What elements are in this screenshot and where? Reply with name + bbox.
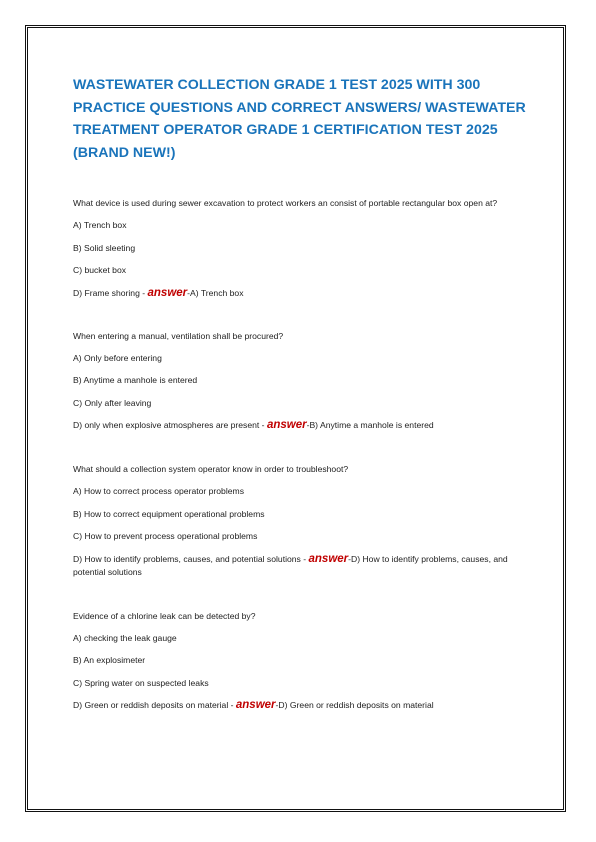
answer-text: D) How to identify problems, causes, and potential solutions <box>73 553 508 577</box>
option-d-with-answer <box>73 699 523 712</box>
answer-label: answer <box>308 552 349 565</box>
answer-text: B) Anytime a manhole is entered <box>309 420 434 430</box>
answer-text: A) Trench box <box>190 287 244 298</box>
option-a: A) Trench box <box>73 220 127 230</box>
option-d: D) only when explosive atmospheres are present <box>73 420 260 430</box>
answer-dash: - <box>187 287 191 298</box>
question-block-4 <box>73 610 523 713</box>
answer-separator: - <box>139 287 148 298</box>
option-d: D) Frame shoring <box>73 287 140 298</box>
question-text: What should a collection system operator know in order to troubleshoot? <box>73 464 349 474</box>
answer-dash: - <box>275 700 279 710</box>
question-text: When entering a manual, ventilation shall be procured? <box>73 330 284 341</box>
question-block-1 <box>73 197 523 300</box>
option-d-with-answer <box>73 287 523 300</box>
option-c: C) Only after leaving <box>73 397 152 408</box>
answer-dash: - <box>306 420 310 430</box>
answer-separator: - <box>228 700 236 710</box>
question-text: Evidence of a chlorine leak can be detected by? <box>73 610 256 621</box>
answer-separator: - <box>259 420 267 430</box>
option-d: D) How to identify problems, causes, and potential solutions <box>73 553 301 564</box>
option-c: C) Spring water on suspected leaks <box>73 677 209 688</box>
document-title: WASTEWATER COLLECTION GRADE 1 TEST 2025 WITH 300 PRACTICE QUESTIONS AND CORRECT ANSWERS/ WASTEWATER TREATMENT OPERATOR GRADE 1 CERTIFICATION TEST 2025 (BRAND NEW!) <box>73 77 526 161</box>
option-b: B) An explosimeter <box>73 655 146 665</box>
option-d-with-answer <box>73 553 523 579</box>
answer-separator: - <box>300 553 309 564</box>
question-text: What device is used during sewer excavation to protect workers an consist of portable rectangular box open at? <box>73 198 498 208</box>
answer-dash: - <box>348 553 352 564</box>
option-a: A) How to correct process operator problems <box>73 486 244 496</box>
option-c: C) bucket box <box>73 265 127 275</box>
option-b: B) How to correct equipment operational problems <box>73 508 265 519</box>
question-block-3 <box>73 463 523 579</box>
option-a: A) Only before entering <box>73 352 162 363</box>
answer-label: answer <box>235 699 276 711</box>
option-d-with-answer <box>73 419 523 432</box>
option-a: A) checking the leak gauge <box>73 632 177 643</box>
answer-label: answer <box>266 419 307 431</box>
option-c: C) How to prevent process operational problems <box>73 531 258 541</box>
question-block-2 <box>73 330 523 433</box>
option-b: B) Solid sleeting <box>73 242 136 253</box>
option-d: D) Green or reddish deposits on material <box>73 700 229 710</box>
answer-text: D) Green or reddish deposits on material <box>278 700 434 710</box>
option-b: B) Anytime a manhole is entered <box>73 375 198 385</box>
answer-label: answer <box>147 286 188 299</box>
questions-list <box>73 197 523 712</box>
